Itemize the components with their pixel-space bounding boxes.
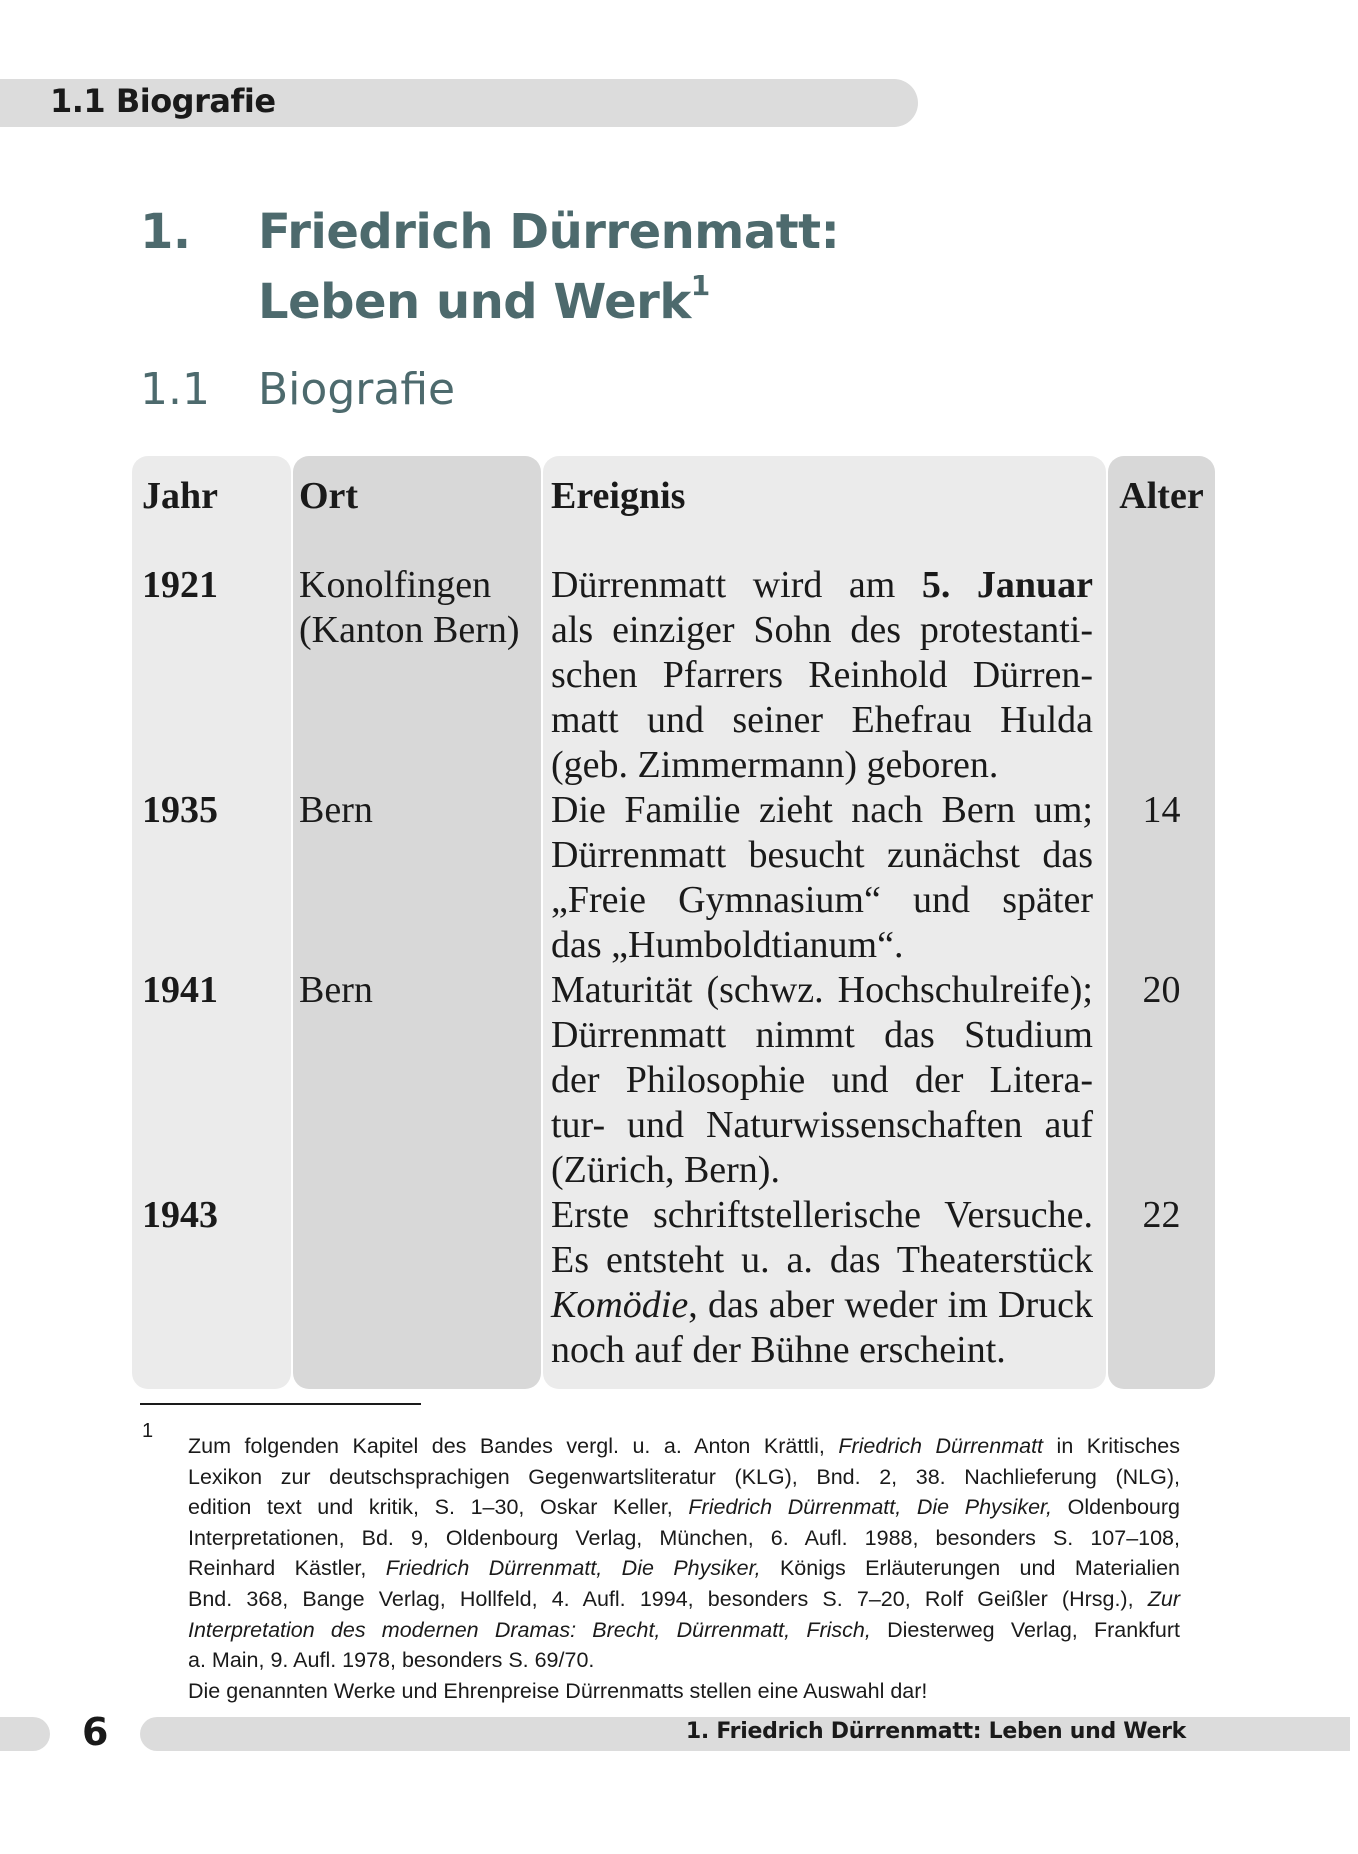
cell-ort <box>299 563 520 653</box>
footnote-divider <box>140 1403 421 1405</box>
footnote-segment: Reinhard Kästler, <box>188 1556 386 1581</box>
footnote-segment: in Kritisches <box>1043 1434 1180 1458</box>
cell-ereignis <box>551 1193 1093 1373</box>
cell-ereignis <box>551 968 1093 1193</box>
cell-jahr: 1935 <box>142 789 218 831</box>
table-header-alter: Alter <box>1119 475 1204 517</box>
cell-jahr: 1943 <box>142 1194 218 1236</box>
chapter-footnote-ref[interactable]: 1 <box>690 269 710 302</box>
page-number: 6 <box>82 1710 109 1754</box>
footnote-italic: Zur <box>1147 1586 1180 1611</box>
cell-alter: 20 <box>1142 969 1181 1011</box>
ereignis-line: tur- und Naturwissenschaften auf <box>551 1104 1093 1146</box>
ereignis-text: , das aber weder im Druck <box>688 1284 1093 1326</box>
ereignis-line: Dürrenmatt besucht zunächst das <box>551 834 1093 876</box>
table-header-jahr: Jahr <box>142 475 218 517</box>
cell-ort: Bern <box>299 789 373 831</box>
ereignis-line: „Freie Gymnasium“ und später <box>551 879 1093 921</box>
ort-line: (Kanton Bern) <box>299 609 520 651</box>
footnote-italic: Friedrich Dürrenmatt, Die Physiker, <box>688 1495 1052 1520</box>
section-number: 1.1 <box>140 364 210 415</box>
column-alter-bg <box>1108 456 1215 1389</box>
footnote-segment: Bnd. 368, Bange Verlag, Hollfeld, 4. Aufl. 1994, besonders S. 7–20, Rolf Geißler (Hrsg.), <box>188 1586 1148 1611</box>
ereignis-line: noch auf der Bühne erscheint. <box>551 1329 1006 1371</box>
footnote-line <box>188 1615 1180 1646</box>
footnote-segment: Zum folgenden Kapitel des Bandes vergl. u. a. Anton Krättli, <box>188 1434 839 1458</box>
footnote-line <box>188 1584 1180 1615</box>
running-header: 1.1 Biografie <box>50 82 276 120</box>
ereignis-line <box>551 563 1093 608</box>
footnote-line: Lexikon zur deutschsprachigen Gegenwartsliteratur (KLG), Bnd. 2, 38. Nachlieferung (NLG), <box>188 1464 1180 1489</box>
footnote-line <box>188 1431 1180 1462</box>
ereignis-line: (Zürich, Bern). <box>551 1149 780 1191</box>
footnote-line <box>188 1553 1180 1584</box>
footnote-text <box>188 1431 1180 1706</box>
cell-ereignis <box>551 788 1093 968</box>
table-header-ereignis: Ereignis <box>551 475 686 517</box>
cell-alter: 22 <box>1142 1194 1181 1236</box>
ereignis-line: matt und seiner Ehefrau Hulda <box>551 699 1093 741</box>
ereignis-line: schen Pfarrers Reinhold Dürren- <box>551 654 1093 696</box>
footer-bar-left <box>0 1717 50 1751</box>
footnote-line: Interpretationen, Bd. 9, Oldenbourg Verlag, München, 6. Aufl. 1988, besonders S. 107–108, <box>188 1525 1180 1550</box>
footnote-segment: Oldenbourg <box>1051 1495 1180 1520</box>
work-title-italic: Komödie <box>551 1284 689 1326</box>
ort-line: Konolfingen <box>299 564 492 606</box>
cell-jahr: 1921 <box>142 564 218 606</box>
footnote-segment: edition text und kritik, S. 1–30, Oskar Keller, <box>188 1495 689 1520</box>
cell-alter: 14 <box>1142 789 1181 831</box>
footnote-italic: Interpretation des modernen Dramas: Brecht, Dürrenmatt, Frisch, <box>188 1617 871 1642</box>
ereignis-line: der Philosophie und der Litera- <box>551 1059 1093 1101</box>
section-title: Biografie <box>258 364 456 415</box>
chapter-title <box>258 202 839 332</box>
ereignis-line: Dürrenmatt nimmt das Studium <box>551 1014 1093 1056</box>
chapter-title-line1: Friedrich Dürrenmatt: <box>258 204 840 260</box>
ereignis-text: Dürrenmatt wird am <box>551 564 922 606</box>
ereignis-line: das „Humboldtianum“. <box>551 924 904 966</box>
ereignis-line: Es entsteht u. a. das Theaterstück <box>551 1239 1093 1281</box>
chapter-number: 1. <box>140 204 191 260</box>
ereignis-line: Die Familie zieht nach Bern um; <box>551 789 1093 831</box>
ereignis-date-bold: 5. Januar <box>921 564 1093 606</box>
footnote-mark: 1 <box>142 1420 154 1442</box>
footnote-italic: Friedrich Dürrenmatt, Die Physiker, <box>385 1556 761 1581</box>
ereignis-line: als einziger Sohn des protestanti- <box>551 609 1093 651</box>
ereignis-line: Erste schriftstellerische Versuche. <box>551 1194 1093 1236</box>
footnote-line <box>188 1492 1180 1523</box>
cell-ort: Bern <box>299 969 373 1011</box>
footnote-segment: Diesterweg Verlag, Frankfurt <box>870 1617 1181 1642</box>
chapter-title-line2: Leben und Werk <box>258 274 691 330</box>
cell-jahr: 1941 <box>142 969 218 1011</box>
cell-ereignis <box>551 563 1093 788</box>
footnote-line: a. Main, 9. Aufl. 1978, besonders S. 69/70. <box>188 1648 595 1673</box>
ereignis-line <box>551 1283 1093 1328</box>
running-footer: 1. Friedrich Dürrenmatt: Leben und Werk <box>685 1719 1186 1744</box>
table-header-ort: Ort <box>299 475 359 517</box>
footnote-segment: Königs Erläuterungen und Materialien <box>760 1556 1180 1581</box>
footnote-line: Die genannten Werke und Ehrenpreise Dürrenmatts stellen eine Auswahl dar! <box>188 1678 928 1703</box>
ereignis-line: Maturität (schwz. Hochschulreife); <box>551 969 1093 1011</box>
ereignis-line: (geb. Zimmermann) geboren. <box>551 744 999 786</box>
footnote-italic: Friedrich Dürrenmatt <box>838 1434 1044 1458</box>
